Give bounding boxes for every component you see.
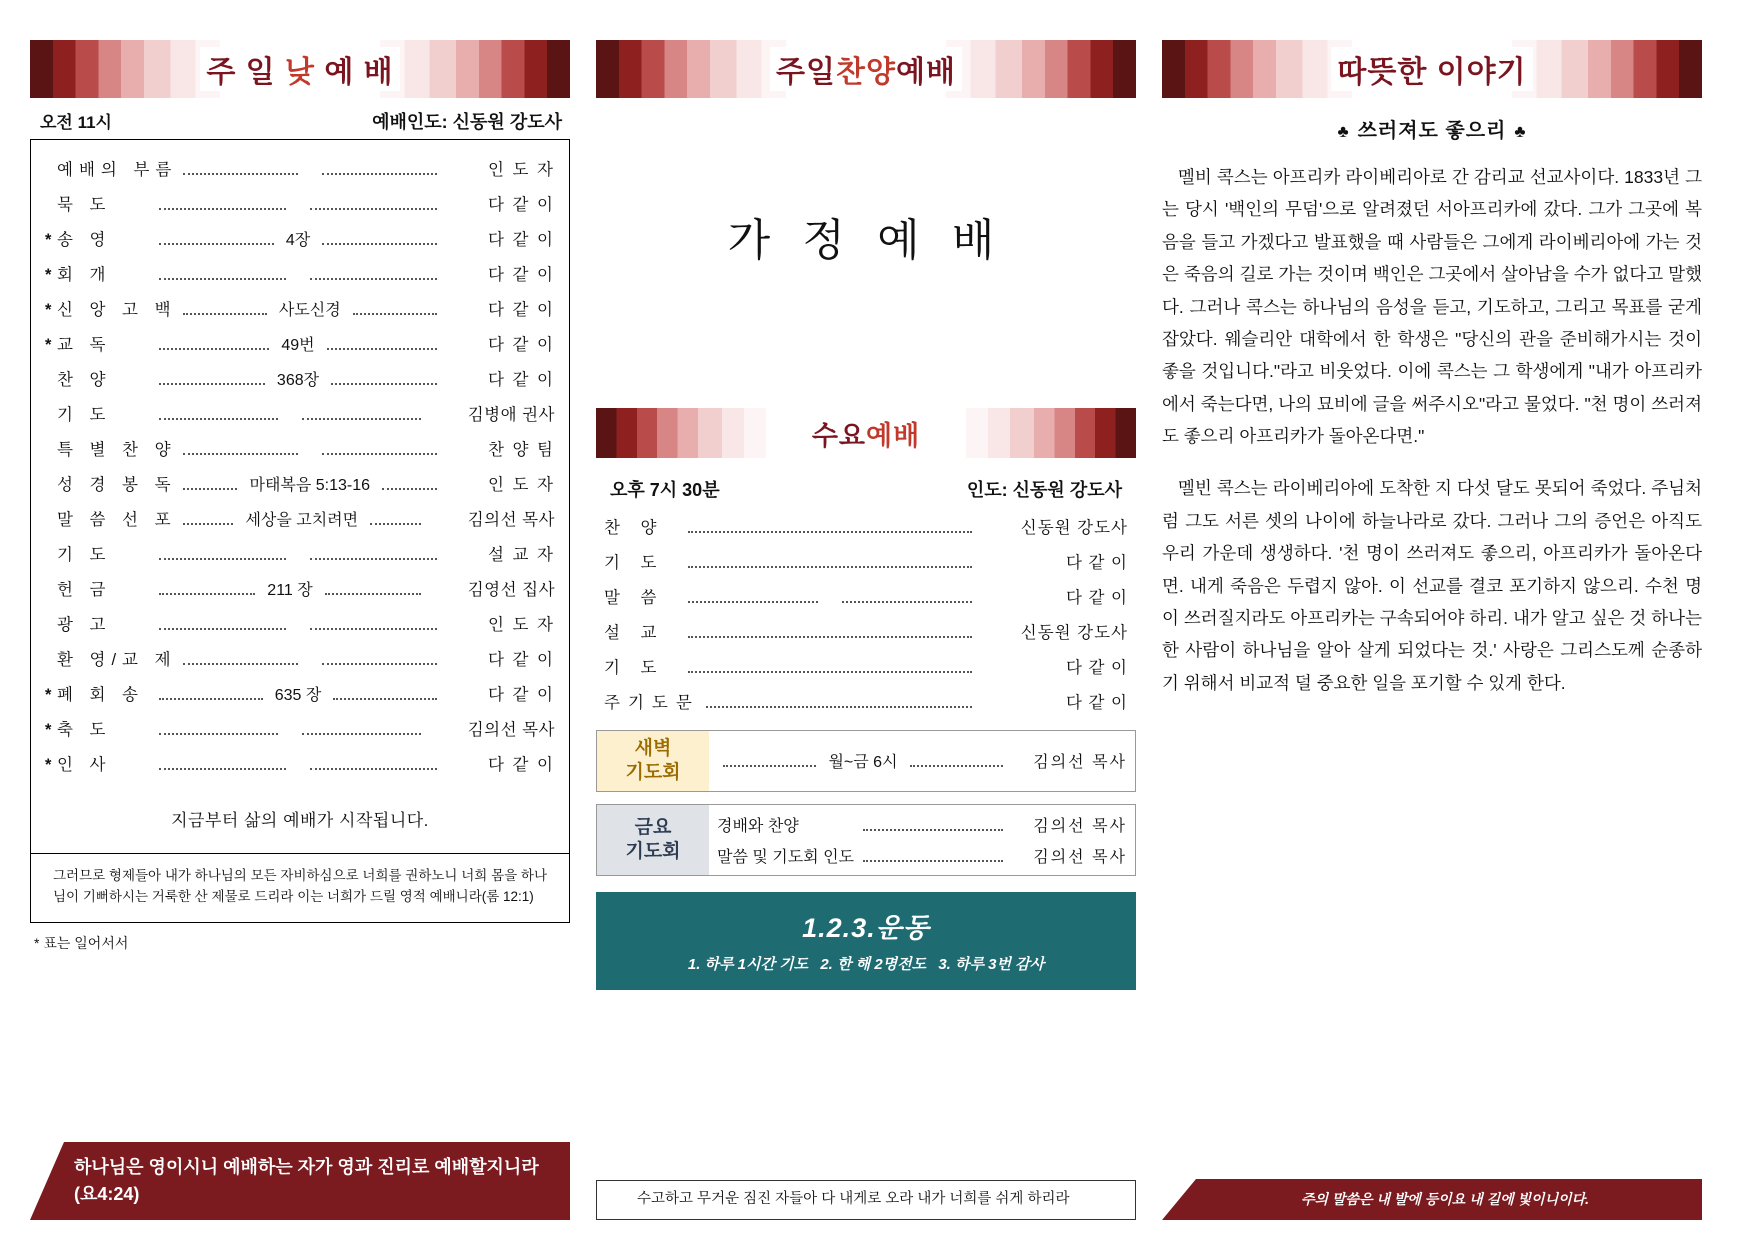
row-dots xyxy=(863,860,1003,862)
row-dots xyxy=(159,593,255,595)
row-person: 김영선 집사 xyxy=(467,580,556,599)
story-paragraph: 멜비 콕스는 아프리카 라이베리아로 간 감리교 선교사이다. 1833년 그는 당시 '백인의 무덤'으로 알려졌던 서아프리카에 갔다. 그가 그곳에 복음을 들고 가겠다고 발표했을 때 사람들은 그에게 라이베리아에 가는 것은 죽음의 길로 가는 것이며 백인은 그곳에서 살아남을 수가 없다고 말했다. 그러나 콕스는 하나님의 음성을 듣고, 기도하고, 그리고 목표를 굳게 잡았다. 웨슬리안 대학에서 한 학생은 "당신의 관을 준비해가시는 것이 좋을 것입니다."라고 비웃었다. 이에 콕스는 그 학생에게 "내가 아프리카에서 죽는다면, 나의 묘비에 글을 써주시오"라고 물었다. "천 명이 쓰러져도 좋으리 아프리카가 돌아온다면." xyxy=(1162,167,1702,446)
ribbon-fold-corner xyxy=(597,1181,631,1219)
row-person: 다 같 이 xyxy=(488,230,556,249)
row-name: 찬 양 xyxy=(604,518,665,537)
row-dots xyxy=(688,531,972,533)
service-row xyxy=(45,395,555,430)
movement-item-2: 2. 한 해 2명전도 xyxy=(820,955,927,973)
banner-stripe-right xyxy=(380,40,570,98)
row-detail: 세상을 고치려면 xyxy=(245,511,359,529)
row-dots xyxy=(723,765,816,767)
row-person: 인 도 자 xyxy=(488,615,555,634)
wednesday-row xyxy=(604,613,1128,648)
row-dots2 xyxy=(302,733,421,735)
row-dots xyxy=(159,733,278,735)
row-person: 다 같 이 xyxy=(488,300,555,319)
row-name: 예배의 부름 xyxy=(57,160,178,179)
banner-title xyxy=(200,47,399,91)
row-dots2 xyxy=(370,523,421,525)
row-name: 회 개 xyxy=(57,265,112,284)
row-name: 인 사 xyxy=(57,755,112,774)
row-name: 말 씀 선 포 xyxy=(57,510,177,529)
row-person: 김병애 권사 xyxy=(467,405,555,424)
service-row xyxy=(45,185,555,220)
story-body xyxy=(1162,161,1702,699)
row-dots xyxy=(159,278,286,280)
row-star: * xyxy=(45,300,52,319)
row-dots2 xyxy=(331,383,437,385)
row-dots2 xyxy=(310,628,437,630)
row-name: 폐 회 송 xyxy=(57,685,144,704)
row-dots2 xyxy=(842,601,972,603)
ribbon-text: 주의 말씀은 내 발에 등이요 내 길에 빛이니이다. xyxy=(1300,1191,1590,1207)
row-star: * xyxy=(45,685,52,704)
banner-title-part1: 수요 xyxy=(811,420,866,451)
row-dots2 xyxy=(353,313,437,315)
column-praise-and-wednesday xyxy=(596,40,1136,1220)
dawn-prayer-meeting xyxy=(596,730,1136,792)
dawn-prayer-row xyxy=(717,745,1127,776)
banner-stripe-left xyxy=(30,40,220,98)
row-dots xyxy=(159,243,274,245)
banner-title xyxy=(806,414,926,453)
service-footnote: * 표는 일어서서 xyxy=(34,934,129,951)
column-sunday-morning-service xyxy=(30,40,570,1220)
friday-prayer-row xyxy=(717,840,1127,871)
row-person: 인 도 자 xyxy=(488,475,555,494)
row-dots2 xyxy=(327,348,437,350)
row-dots2 xyxy=(310,208,437,210)
movement-item-1: 1. 하루 1시간 기도 xyxy=(687,955,809,973)
row-person: 김의선 목사 xyxy=(467,510,555,529)
home-worship-title: 가 정 예 배 xyxy=(727,216,1005,265)
friday-prayer-meeting xyxy=(596,804,1136,876)
service-row xyxy=(45,640,555,675)
row-star: * xyxy=(45,335,52,354)
banner-stripe-right xyxy=(966,408,1136,458)
service-row xyxy=(45,150,555,185)
row-dots xyxy=(183,313,267,315)
row-name: 설 교 xyxy=(604,623,665,642)
banner-wednesday-service xyxy=(596,408,1136,458)
service-row xyxy=(45,255,555,290)
row-detail: 49번 xyxy=(281,336,315,354)
row-dots xyxy=(159,698,263,700)
row-name: 말씀 및 기도회 인도 xyxy=(717,848,854,866)
dawn-prayer-body xyxy=(709,731,1135,791)
row-name: 기 도 xyxy=(57,405,112,424)
row-dots2 xyxy=(322,663,437,665)
friday-tag-line1: 금요 xyxy=(634,816,672,838)
service-row xyxy=(45,290,555,325)
banner-stripe-left xyxy=(596,408,766,458)
row-person: 김의선 목사 xyxy=(1033,817,1127,835)
row-person: 다 같 이 xyxy=(488,335,556,354)
story-subtitle xyxy=(1162,108,1702,161)
banner-sunday-morning xyxy=(30,40,570,98)
row-name: 헌 금 xyxy=(57,580,112,599)
row-dots xyxy=(159,558,286,560)
row-detail: 368장 xyxy=(276,371,320,389)
row-detail: 마태복음 5:13-16 xyxy=(249,476,371,494)
wednesday-header xyxy=(596,468,1136,508)
banner-title-part1: 주일 xyxy=(776,56,837,89)
row-name: 묵 도 xyxy=(57,195,112,214)
row-name: 기 도 xyxy=(604,553,665,572)
wednesday-time: 오후 7시 30분 xyxy=(610,480,720,500)
row-name: 성 경 봉 독 xyxy=(57,475,177,494)
friday-prayer-tag xyxy=(597,805,709,875)
row-person: 다 같 이 xyxy=(488,685,556,704)
row-person: 다 같 이 xyxy=(1066,693,1128,712)
banner-stripe-left xyxy=(1162,40,1352,98)
row-dots xyxy=(159,348,269,350)
service-row xyxy=(45,605,555,640)
banner-title-part2: 이야기 xyxy=(1436,56,1527,89)
banner-title-part2: 낮 xyxy=(285,56,315,89)
ribbon-fold-corner xyxy=(30,1142,64,1220)
story-subtitle-text: 쓰러져도 좋으리 xyxy=(1357,120,1507,142)
banner-stripe-right xyxy=(1512,40,1702,98)
row-person: 다 같 이 xyxy=(488,650,556,669)
ribbon-text: 하나님은 영이시니 예배하는 자가 영과 진리로 예배할지니라 (요4:24) xyxy=(74,1157,539,1204)
dawn-tag-line1: 새벽 xyxy=(634,738,672,759)
row-name: 신 앙 고 백 xyxy=(57,300,177,319)
row-dots2 xyxy=(325,593,421,595)
row-dots xyxy=(706,706,972,708)
row-dots2 xyxy=(310,558,437,560)
banner-title-part1: 주 일 xyxy=(206,56,285,89)
row-name: 광 고 xyxy=(57,615,112,634)
row-star: * xyxy=(45,755,52,774)
row-person: 다 같 이 xyxy=(1066,658,1128,677)
row-dots xyxy=(159,383,265,385)
row-dots2 xyxy=(322,173,437,175)
row-dots xyxy=(159,418,278,420)
service-scripture-verse: 그러므로 형제들아 내가 하나님의 모든 자비하심으로 너희를 권하노니 너희 몸을 하나님이 기뻐하시는 거룩한 산 제물로 드리라 이는 너희가 드릴 영적 예배니라(롬 12:1) xyxy=(31,853,569,922)
friday-tag-line2: 기도회 xyxy=(625,840,681,862)
row-dots2 xyxy=(333,698,437,700)
service-row xyxy=(45,535,555,570)
row-person: 다 같 이 xyxy=(1066,553,1128,572)
banner-title-part3: 예 배 xyxy=(314,56,394,89)
row-star: * xyxy=(45,720,52,739)
row-dots xyxy=(688,671,972,673)
service-closing-note: 지금부터 삶의 예배가 시작됩니다. xyxy=(171,811,429,830)
row-dots xyxy=(159,768,286,770)
banner-title-part2: 예배 xyxy=(866,420,921,451)
service-row xyxy=(45,710,555,745)
row-name: 말 씀 xyxy=(604,588,665,607)
clover-icon-left: ♣ xyxy=(1337,122,1350,141)
row-dots xyxy=(159,208,286,210)
movement-title: 1.2.3.운동 xyxy=(802,912,930,943)
row-name: 환 영/교 제 xyxy=(57,650,177,669)
row-name: 찬 양 xyxy=(57,370,112,389)
row-name: 기 도 xyxy=(57,545,112,564)
service-header xyxy=(30,108,570,139)
row-dots2 xyxy=(302,418,421,420)
banner-stripe-right xyxy=(946,40,1136,98)
row-person: 신동원 강도사 xyxy=(1020,623,1128,642)
row-dots2 xyxy=(910,765,1003,767)
clover-icon-right: ♣ xyxy=(1514,122,1527,141)
row-person: 다 같 이 xyxy=(1066,588,1128,607)
row-person: 김의선 목사 xyxy=(467,720,555,739)
row-star: * xyxy=(45,230,52,249)
service-order-box xyxy=(30,139,570,923)
service-row xyxy=(45,220,555,255)
banner-sunday-praise xyxy=(596,40,1136,98)
row-dots2 xyxy=(322,243,437,245)
wednesday-row xyxy=(604,578,1128,613)
row-name: 교 독 xyxy=(57,335,112,354)
service-row xyxy=(45,430,555,465)
service-row xyxy=(45,465,555,500)
service-row xyxy=(45,360,555,395)
row-dots2 xyxy=(322,453,437,455)
row-detail: 211 장 xyxy=(267,581,313,599)
row-detail: 4장 xyxy=(285,231,311,249)
right-bottom-ribbon xyxy=(1162,1179,1702,1220)
banner-title-part1: 따뜻한 xyxy=(1337,56,1437,89)
row-person: 김의선 목사 xyxy=(1033,754,1127,772)
wednesday-row xyxy=(604,543,1128,578)
row-person: 다 같 이 xyxy=(488,755,555,774)
row-dots xyxy=(183,173,298,175)
service-row xyxy=(45,570,555,605)
banner-warm-story xyxy=(1162,40,1702,98)
row-dots xyxy=(183,488,238,490)
friday-prayer-row xyxy=(717,809,1127,840)
row-name: 특 별 찬 양 xyxy=(57,440,177,459)
row-person: 설 교 자 xyxy=(488,545,555,564)
service-row xyxy=(45,325,555,360)
row-dots xyxy=(863,829,1003,831)
row-name: 축 도 xyxy=(57,720,112,739)
row-dots xyxy=(688,601,818,603)
wednesday-order-list xyxy=(596,508,1136,718)
row-dots2 xyxy=(310,768,437,770)
banner-stripe-left xyxy=(596,40,786,98)
row-name: 송 영 xyxy=(57,230,112,249)
row-name: 기 도 xyxy=(604,658,665,677)
row-person: 신동원 강도사 xyxy=(1020,518,1128,537)
friday-prayer-body xyxy=(709,805,1135,875)
row-dots2 xyxy=(382,488,437,490)
row-person: 인 도 자 xyxy=(488,160,555,179)
service-leader: 예배인도: 신동원 강도사 xyxy=(372,112,562,132)
row-dots xyxy=(183,523,234,525)
movement-item-3: 3. 하루 3번 감사 xyxy=(938,955,1045,973)
row-name: 경배와 찬양 xyxy=(717,817,799,835)
row-person: 김의선 목사 xyxy=(1033,848,1127,866)
service-row xyxy=(45,500,555,535)
banner-title xyxy=(770,47,962,91)
service-row xyxy=(45,745,555,780)
wednesday-leader: 인도: 신동원 강도사 xyxy=(966,480,1122,500)
row-dots xyxy=(688,636,972,638)
ribbon-text: 수고하고 무거운 짐진 자들아 다 내게로 오라 내가 너희를 쉬게 하리라 xyxy=(637,1191,1070,1208)
row-dots xyxy=(183,453,298,455)
wednesday-row xyxy=(604,683,1128,718)
ribbon-fold-corner xyxy=(1162,1179,1196,1220)
row-dots xyxy=(688,566,972,568)
service-time: 오전 11시 xyxy=(40,113,112,132)
row-dots xyxy=(183,663,298,665)
movement-box xyxy=(596,892,1136,990)
story-paragraph: 멜빈 콕스는 라이베리아에 도착한 지 다섯 달도 못되어 죽었다. 주님처럼 그도 서른 셋의 나이에 하늘나라로 갔다. 그러나 그의 증언은 아직도 우리 가운데 생생하다. '천 명이 쓰러져도 좋으리, 아프리카가 돌아온다면. 내게 죽음은 두렵지 않아. 이 선교를 결코 포기하지 않으리. 수천 명이 쓰러질지라도 아프리카는 구속되어야 하리. 내가 알고 싶은 것 하나는 한 사람이 하나님을 알아 살게 되었다는 것.' 사랑은 그리스도께 순종하기 위해서 비교적 덜 중요한 일을 포기할 수 있게 한다. xyxy=(1162,478,1702,693)
service-row xyxy=(45,675,555,710)
row-person: 다 같 이 xyxy=(488,370,555,389)
row-person: 다 같 이 xyxy=(488,195,555,214)
column-warm-story xyxy=(1162,40,1702,1220)
row-star: * xyxy=(45,265,52,284)
row-dots xyxy=(159,628,286,630)
banner-title-part3: 예배 xyxy=(895,56,956,89)
row-dots2 xyxy=(310,278,437,280)
row-name: 주기도문 xyxy=(604,693,700,712)
wednesday-row xyxy=(604,508,1128,543)
row-person: 찬 양 팀 xyxy=(488,440,556,459)
banner-title-part2: 찬양 xyxy=(836,56,896,89)
row-person: 다 같 이 xyxy=(488,265,555,284)
dawn-prayer-tag xyxy=(597,731,709,791)
wednesday-row xyxy=(604,648,1128,683)
row-detail: 사도신경 xyxy=(278,301,341,319)
dawn-tag-line2: 기도회 xyxy=(625,761,681,783)
middle-bottom-note xyxy=(596,1180,1136,1220)
banner-title xyxy=(1331,47,1532,91)
left-bottom-ribbon xyxy=(30,1142,570,1220)
row-detail: 월~금 6시 xyxy=(828,754,898,772)
movement-items xyxy=(606,953,1126,974)
row-detail: 635 장 xyxy=(274,686,322,704)
